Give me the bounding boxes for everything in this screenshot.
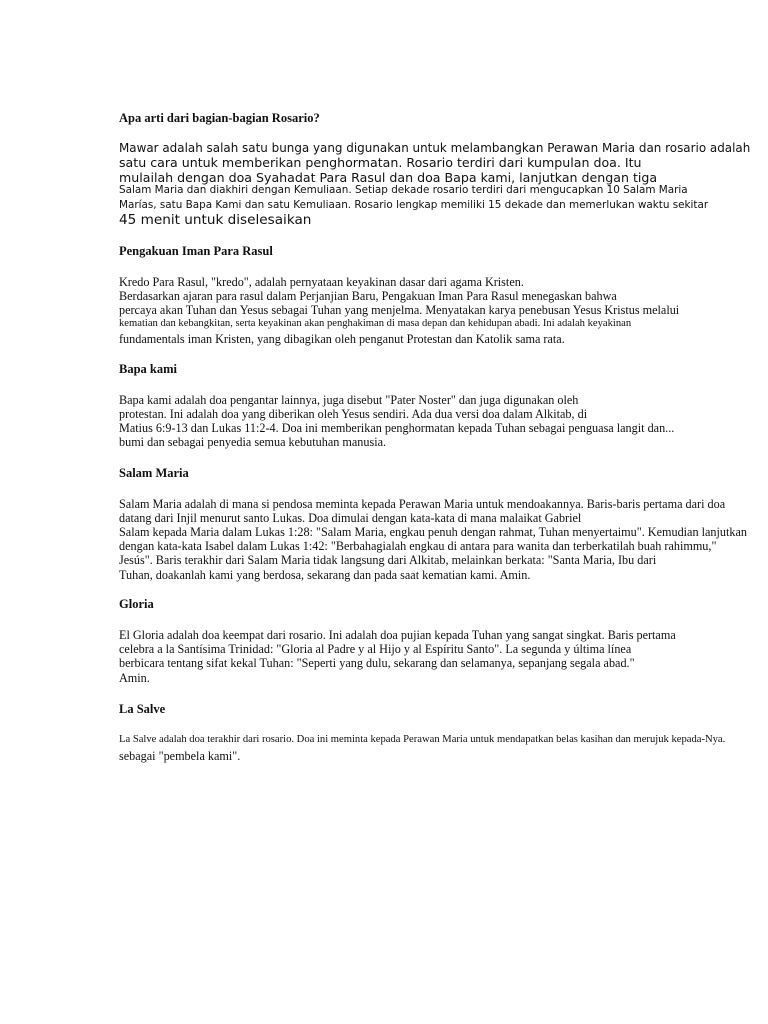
- intro-line: Mawar adalah salah satu bunga yang digunakan untuk melambangkan Perawan Maria dan rosario adalah: [119, 140, 751, 155]
- section-heading: Gloria: [119, 597, 154, 611]
- paragraph-line: Tuhan, doakanlah kami yang berdosa, sekarang dan pada saat kematian kami. Amin.: [119, 568, 531, 582]
- paragraph-line: Kredo Para Rasul, "kredo", adalah pernyataan keyakinan dasar dari agama Kristen.: [119, 275, 524, 289]
- section-heading: La Salve: [119, 702, 166, 716]
- intro-line: Salam Maria dan diakhiri dengan Kemuliaan. Setiap dekade rosario terdiri dari mengucapkan 10 Salam Maria: [119, 184, 688, 196]
- paragraph-line: Amin.: [119, 671, 150, 685]
- paragraph-line: celebra a la Santísima Trinidad: "Gloria al Padre y al Hijo y al Espíritu Santo". La segunda y última línea: [119, 642, 632, 656]
- paragraph-line: bumi dan sebagai penyedia semua kebutuhan manusia.: [119, 435, 387, 449]
- paragraph-line: La Salve adalah doa terakhir dari rosario. Doa ini meminta kepada Perawan Maria untuk mendapatkan belas kasihan dan merujuk kepada-Nya.: [119, 734, 726, 745]
- section-heading: Salam Maria: [119, 466, 189, 480]
- section-heading: Pengakuan Iman Para Rasul: [119, 244, 273, 258]
- paragraph-line: dengan kata-kata Isabel dalam Lukas 1:42: "Berbahagialah engkau di antara para wanita dan terberkatilah buah rahimmu,": [119, 539, 717, 553]
- paragraph-line: Bapa kami adalah doa pengantar lainnya, juga disebut "Pater Noster" dan juga digunakan oleh: [119, 393, 579, 407]
- intro-line: 45 menit untuk diselesaikan: [119, 212, 312, 228]
- paragraph-line: El Gloria adalah doa keempat dari rosario. Ini adalah doa pujian kepada Tuhan yang sangat singkat. Baris pertama: [119, 628, 676, 642]
- paragraph-line: Berdasarkan ajaran para rasul dalam Perjanjian Baru, Pengakuan Iman Para Rasul menegaskan bahwa: [119, 289, 617, 303]
- paragraph-line: Salam kepada Maria dalam Lukas 1:28: "Salam Maria, engkau penuh dengan rahmat, Tuhan menyertaimu". Kemudian lanjutkan: [119, 525, 747, 539]
- intro-line: satu cara untuk memberikan penghormatan. Rosario terdiri dari kumpulan doa. Itu: [119, 155, 642, 170]
- intro-line: Marías, satu Bapa Kami dan satu Kemuliaan. Rosario lengkap memiliki 15 dekade dan memerlukan waktu sekitar: [119, 199, 709, 211]
- section-heading: Bapa kami: [119, 362, 178, 376]
- paragraph-line: kematian dan kebangkitan, serta keyakinan akan penghakiman di masa depan dan kehidupan abadi. Ini adalah keyakinan: [119, 318, 632, 329]
- paragraph-line: Matius 6:9-13 dan Lukas 11:2-4. Doa ini memberikan penghormatan kepada Tuhan sebagai penguasa langit dan...: [119, 421, 675, 435]
- paragraph-line: fundamentals iman Kristen, yang dibagikan oleh penganut Protestan dan Katolik sama rata.: [119, 332, 565, 346]
- paragraph-line: protestan. Ini adalah doa yang diberikan oleh Yesus sendiri. Ada dua versi doa dalam Alkitab, di: [119, 407, 588, 421]
- paragraph-line: berbicara tentang sifat kekal Tuhan: "Seperti yang dulu, sekarang dan selamanya, sepanjang segala abad.": [119, 656, 635, 670]
- paragraph-line: percaya akan Tuhan dan Yesus sebagai Tuhan yang menjelma. Menyatakan karya penebusan Yesus Kristus melalui: [119, 303, 680, 317]
- paragraph-line: sebagai "pembela kami".: [119, 749, 241, 763]
- document-title: Apa arti dari bagian-bagian Rosario?: [119, 111, 320, 125]
- intro-line: mulailah dengan doa Syahadat Para Rasul dan doa Bapa kami, lanjutkan dengan tiga: [119, 170, 658, 185]
- paragraph-line: datang dari Injil menurut santo Lukas. Doa dimulai dengan kata-kata di mana malaikat Gabriel: [119, 511, 582, 525]
- paragraph-line: Salam Maria adalah di mana si pendosa meminta kepada Perawan Maria untuk mendoakannya. Baris-baris pertama dari doa: [119, 497, 726, 511]
- paragraph-line: Jesús". Baris terakhir dari Salam Maria tidak langsung dari Alkitab, melainkan berkata: "Santa Maria, Ibu dari: [119, 553, 657, 567]
